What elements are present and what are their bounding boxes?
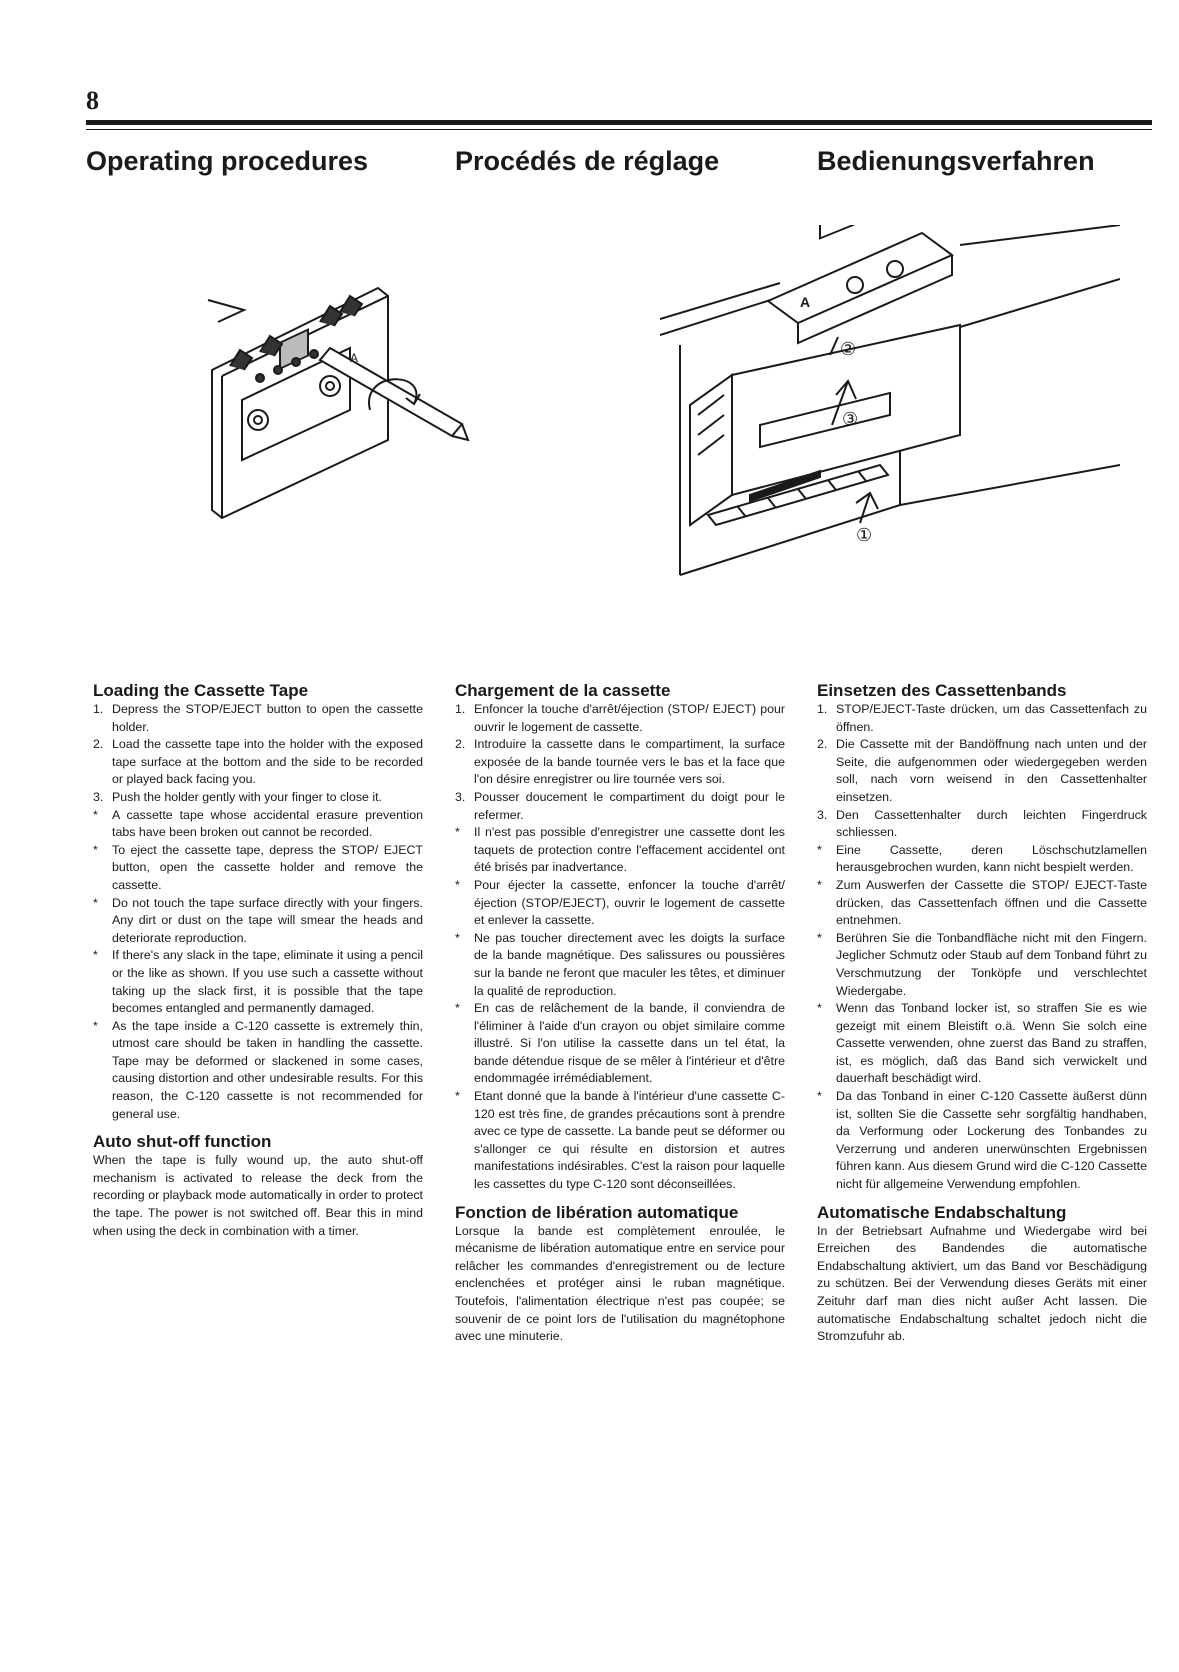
step-text: Den Cassettenhalter durch leichten Fingerdruck schliessen. <box>836 807 1147 840</box>
french-step <box>455 701 785 736</box>
deck-loading-illustration <box>660 225 1120 585</box>
german-subsection-title: Automatische Endabschaltung <box>817 1202 1067 1222</box>
english-subsection-title: Auto shut-off function <box>93 1132 272 1152</box>
french-step <box>455 736 785 789</box>
german-step <box>817 736 1147 806</box>
step-number: 1. <box>93 702 104 716</box>
note-text: Berühren Sie die Tonbandfläche nicht mit den Fingern. Jeglicher Schmutz oder Staub auf dem Tonband führt zu Verschmutzung der Tonköpfe und verschlechtet Wiedergabe. <box>836 930 1147 998</box>
note-marker: * <box>455 1089 460 1104</box>
right-figure-label: A <box>800 294 811 310</box>
note-text: Wenn das Tonband locker ist, so straffen Sie es wie gezeigt mit einem Bleistift o.ä. Wenn Sie solch eine Cassette verwenden, ohne zuerst das Band zu straffen, ist, es möglich, daß das Band sich verwickelt und dauerhaft beschädigt wird. <box>836 1001 1147 1086</box>
french-note <box>455 930 785 1000</box>
left-figure-label: A <box>350 351 359 365</box>
step-number: 3. <box>817 807 828 822</box>
step-number: 1. <box>455 702 466 716</box>
page-number: 8 <box>86 86 99 115</box>
note-marker: * <box>93 895 98 910</box>
note-text: A cassette tape whose accidental erasure prevention tabs have been broken out cannot be recorded. <box>112 807 423 840</box>
note-marker: * <box>455 877 460 892</box>
heading-english: Operating procedures <box>86 146 369 176</box>
english-note <box>93 947 423 1017</box>
english-steps <box>93 701 423 1123</box>
step-number: 2. <box>817 737 828 752</box>
note-text: En cas de relâchement de la bande, il conviendra de l'éliminer à l'aide d'un crayon ou objet similaire comme illustré. Si l'on utilise la cassette dans un tel état, la bande détendue risque de se mêler à l'intérieur et d'être endommagée irrémédiablement. <box>474 1001 785 1086</box>
step-text: Depress the STOP/EJECT button to open the cassette holder. <box>112 702 423 734</box>
german-column <box>817 680 1147 1346</box>
heading-french: Procédés de réglage <box>455 146 720 176</box>
note-text: If there's any slack in the tape, eliminate it using a pencil or the like as shown. If you use such a cassette without taking up the slack first, it is possible that the tape becomes entangled and permanently damaged. <box>112 948 423 1016</box>
note-text: Etant donné que la bande à l'intérieur d'une cassette C-120 est très fine, de grandes précautions sont à prendre avec ce type de cassette. La bande peut se déformer ou s'allonger ce qui résulte en distorsion et autres manifestations indésirables. C'est la raison pour laquelle les cassettes du type C-120 sont déconseillées. <box>474 1089 785 1192</box>
german-steps <box>817 701 1147 1194</box>
note-marker: * <box>93 948 98 963</box>
step-text: Pousser doucement le compartiment du doigt pour le refermer. <box>474 789 785 822</box>
german-subsection-text: In der Betriebsart Aufnahme und Wiedergabe wird bei Erreichen des Bandendes die automatische Endabschaltung aktiviert, um das Band vor Beschädigung zu schützen. Bei der Verwendung dieses Geräts mit einer Zeituhr darf man dies nicht außer Acht lassen. Die automatische Endabschaltung schaltet jedoch nicht die Stromzufuhr ab. <box>817 1223 1147 1344</box>
step-text: Push the holder gently with your finger to close it. <box>112 789 382 804</box>
header-rule-thick <box>86 120 1152 125</box>
note-text: Do not touch the tape surface directly with your fingers. Any dirt or dust on the tape will smear the heads and deteriorate reproduction. <box>112 895 423 945</box>
german-note <box>817 1000 1147 1088</box>
note-text: As the tape inside a C-120 cassette is extremely thin, utmost care should be taken in handling the cassette. Tape may be deformed or slackened in some cases, causing distortion and other undesirable results. For this reason, the C-120 cassette is not recommended for general use. <box>112 1018 423 1121</box>
note-marker: * <box>93 1018 98 1033</box>
note-marker: * <box>817 1089 822 1104</box>
step-3-marker: ③ <box>842 409 859 430</box>
step-number: 3. <box>455 789 466 804</box>
note-text: Da das Tonband in einer C-120 Cassette äußerst dünn ist, sollten Sie die Cassette sehr sorgfältig handhaben, da Verformung oder Lockerung des Tonbandes zu Verzerrung und anderen unerwünschten Ergebnissen führen kann. Aus diesem Grund wird die C-120 Cassette nicht für allgemeine Verwendung empfohlen. <box>836 1089 1147 1192</box>
step-2-marker: ② <box>840 339 857 360</box>
german-step <box>817 701 1147 736</box>
note-marker: * <box>455 1001 460 1016</box>
french-section-title: Chargement de la cassette <box>455 681 671 700</box>
english-note <box>93 1018 423 1124</box>
english-step <box>93 789 423 807</box>
english-step <box>93 736 423 789</box>
english-column <box>93 680 423 1240</box>
note-marker: * <box>817 877 822 892</box>
step-number: 2. <box>93 737 104 752</box>
french-note <box>455 1088 785 1194</box>
step-text: STOP/EJECT-Taste drücken, um das Cassettenfach zu öffnen. <box>836 702 1147 734</box>
french-note <box>455 1000 785 1088</box>
note-marker: * <box>93 842 98 857</box>
note-marker: * <box>455 930 460 945</box>
french-subsection-title: Fonction de libération automatique <box>455 1202 739 1222</box>
step-number: 2. <box>455 737 466 752</box>
french-steps <box>455 701 785 1194</box>
note-text: Pour éjecter la cassette, enfoncer la touche d'arrêt/éjection (STOP/EJECT), ouvrir le logement de cassette et enlever la cassette. <box>474 877 785 928</box>
step-1-marker: ① <box>856 525 873 546</box>
german-note <box>817 1088 1147 1194</box>
note-marker: * <box>93 807 98 822</box>
step-text: Enfoncer la touche d'arrêt/éjection (STOP/ EJECT) pour ouvrir le logement de cassette. <box>474 702 785 734</box>
german-note <box>817 842 1147 877</box>
step-text: Introduire la cassette dans le compartiment, la surface exposée de la bande tournée vers le bas et la face que l'on désire enregistrer ou lire tournée vers soi. <box>474 737 785 787</box>
note-marker: * <box>455 825 460 840</box>
note-text: Zum Auswerfen der Cassette die STOP/ EJECT-Taste drücken, das Cassettenfach öffnen und die Cassette entnehmen. <box>836 877 1147 928</box>
french-step <box>455 789 785 824</box>
step-text: Load the cassette tape into the holder with the exposed tape surface at the bottom and the side to be recorded or played back facing you. <box>112 737 423 787</box>
french-column <box>455 680 785 1346</box>
note-marker: * <box>817 1001 822 1016</box>
step-number: 3. <box>93 789 104 804</box>
english-note <box>93 842 423 895</box>
english-step <box>93 701 423 736</box>
german-note <box>817 930 1147 1000</box>
english-note <box>93 895 423 948</box>
french-note <box>455 824 785 877</box>
note-text: To eject the cassette tape, depress the STOP/ EJECT button, open the cassette holder and remove the cassette. <box>112 842 423 892</box>
english-section-title: Loading the Cassette Tape <box>93 681 309 700</box>
french-note <box>455 877 785 930</box>
step-number: 1. <box>817 702 828 716</box>
header-rule-thin <box>86 129 1152 130</box>
note-marker: * <box>817 842 822 857</box>
german-note <box>817 877 1147 930</box>
english-subsection-text: When the tape is fully wound up, the auto shut-off mechanism is activated to release the deck from the recording or playback mode automatically in order to protect the tape. The power is not switched off. Bear this in mind when using the deck in combination with a timer. <box>93 1153 423 1238</box>
note-text: Il n'est pas possible d'enregistrer une cassette dont les taquets de protection contre l'effacement accidentel ont été brisés par inadvertance. <box>474 825 785 875</box>
note-text: Eine Cassette, deren Löschschutzlamellen herausgebrochen wurden, kann nicht bespielt werden. <box>836 842 1147 875</box>
note-text: Ne pas toucher directement avec les doigts la surface de la bande magnétique. Des salissures ou poussières sur la bande ne feront que maculer les têtes, et diminuer la qualité de reproduction. <box>474 930 785 998</box>
heading-german: Bedienungsverfahren <box>817 146 1095 176</box>
english-note <box>93 807 423 842</box>
french-subsection-text: Lorsque la bande est complètement enroulée, le mécanisme de libération automatique entre en service pour relâcher les commandes d'enregistrement ou de lecture enclenchées et protéger ainsi le ruban magnétique. Toutefois, l'alimentation électrique n'est pas coupée; se souvenir de ce point lors de l'utilisation du magnétophone avec une minuterie. <box>455 1223 785 1344</box>
cassette-pencil-illustration <box>200 270 510 520</box>
german-section-title: Einsetzen des Cassettenbands <box>817 681 1067 700</box>
step-text: Die Cassette mit der Bandöffnung nach unten und der Seite, die aufgenommen oder wiedergegeben werden soll, nach vorn weisend in den Cassettenhalter einsetzen. <box>836 737 1147 804</box>
german-step <box>817 807 1147 842</box>
note-marker: * <box>817 930 822 945</box>
